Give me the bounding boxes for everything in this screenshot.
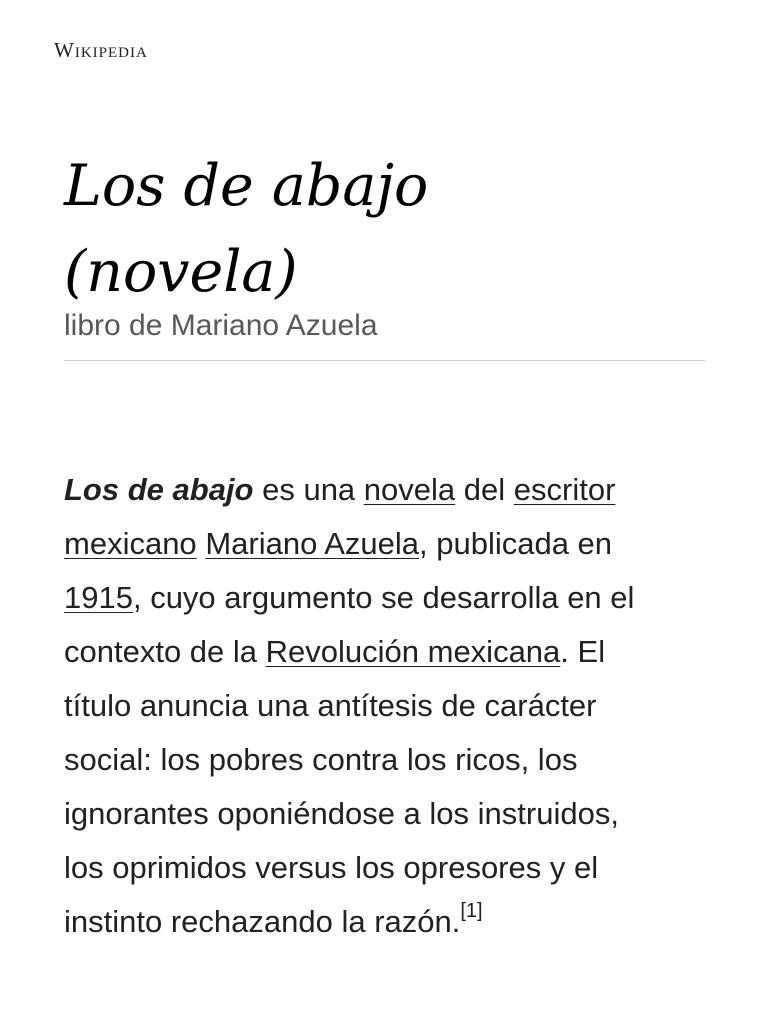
link-1915[interactable]: 1915: [64, 580, 133, 615]
article-subject-bold: Los de abajo: [64, 472, 254, 507]
page-title-line-2: (novela): [64, 239, 298, 305]
link-novela[interactable]: novela: [363, 472, 456, 507]
paragraph-line: ignorantes oponiéndose a los instruidos,: [64, 796, 619, 831]
paragraph-text: . El: [560, 634, 606, 669]
paragraph-line: [64, 571, 714, 625]
page-subtitle: libro de Mariano Azuela: [64, 309, 378, 342]
paragraph-line: [64, 517, 714, 571]
link-mariano-azuela[interactable]: Mariano Azuela: [205, 526, 419, 561]
paragraph-line: [64, 463, 714, 517]
link-revolucion-mexicana[interactable]: Revolución mexicana: [265, 634, 561, 669]
page-title-line-1: Los de abajo: [64, 153, 429, 219]
paragraph-text: , cuyo argumento se desarrolla en el: [132, 580, 635, 615]
paragraph-text: es una: [253, 472, 364, 507]
wikipedia-logo[interactable]: Wikipedia: [54, 38, 148, 62]
paragraph-line: social: los pobres contra los ricos, los: [64, 742, 578, 777]
link-mexicano[interactable]: mexicano: [64, 526, 197, 561]
paragraph-text: del: [455, 472, 514, 507]
paragraph-text: contexto de la: [64, 634, 266, 669]
paragraph-line: [64, 895, 714, 949]
page-title: [64, 143, 714, 315]
link-escritor[interactable]: escritor: [513, 472, 616, 507]
paragraph-line: título anuncia una antítesis de carácter: [64, 688, 597, 723]
reference-link[interactable]: [1]: [460, 899, 483, 922]
paragraph-text: instinto rechazando la razón.: [64, 904, 461, 939]
paragraph-line: [64, 625, 714, 679]
header-divider: [64, 360, 705, 361]
intro-paragraph: [64, 463, 714, 949]
paragraph-text: , publicada en: [419, 526, 613, 561]
paragraph-line: los oprimidos versus los opresores y el: [64, 850, 599, 885]
